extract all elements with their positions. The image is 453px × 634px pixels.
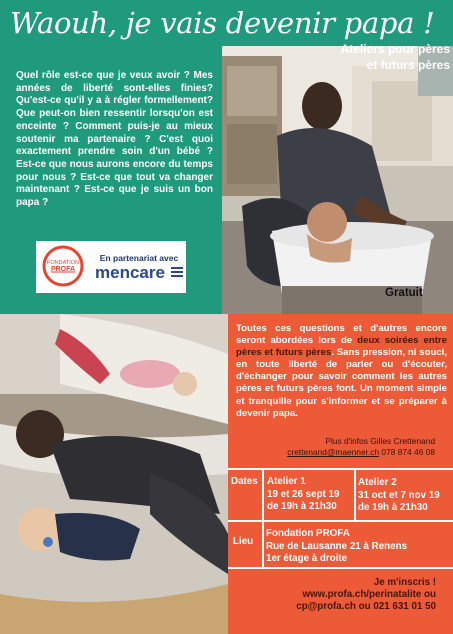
svg-text:FONDATION: FONDATION <box>47 260 79 266</box>
signup-info <box>266 577 436 614</box>
atelier-2-time: de 19h à 21h30 <box>358 502 428 514</box>
partner-label: En partenariat avec <box>99 253 179 263</box>
intro-questions: Quel rôle est-ce que je veux avoir ? Mes années de liberté sont-elles finies? Qu'est-ce qu'il y a à régler formellement? Que peut-on bien ressentir lorsqu'on est enceinte ? Comment puis-je au mieux soutenir ma partenaire ? C'est quoi exactement prendre soin d'un bébé ? Est-ce que nous aurons encore du temps pour nous ? Est-ce que tout va changer maintenant ? Est-ce que je suis un bon papa ? <box>16 70 213 209</box>
divider-middle <box>228 520 453 522</box>
svg-text:mencare: mencare <box>95 263 165 282</box>
divider-atelier <box>354 468 356 520</box>
page-title: Waouh, je vais devenir papa ! <box>10 6 435 40</box>
workshop-tagline <box>300 41 450 73</box>
atelier-2-title: Atelier 2 <box>358 477 397 488</box>
dates-label: Dates <box>231 476 258 487</box>
signup-website-link[interactable]: www.profa.ch/perinatalite <box>302 589 422 601</box>
signup-line-3 <box>266 601 436 613</box>
atelier-1-title: Atelier 1 <box>267 476 306 487</box>
price-label: Gratuit <box>385 287 423 299</box>
photo-father-bathing-baby <box>222 46 453 314</box>
signup-email-link[interactable]: cp@profa.ch <box>296 601 356 613</box>
atelier-2-dates: 31 oct et 7 nov 19 <box>358 489 440 501</box>
mencare-logo-icon <box>93 263 185 283</box>
signup-or-2: ou <box>355 601 374 613</box>
venue-floor: 1er étage à droite <box>266 553 348 565</box>
atelier-1 <box>267 476 351 514</box>
description-text <box>236 323 447 420</box>
atelier-1-time: de 19h à 21h30 <box>267 501 337 513</box>
svg-text:PROFA: PROFA <box>50 266 76 273</box>
location-label: Lieu <box>233 536 254 547</box>
venue-name: Fondation PROFA <box>266 528 350 539</box>
contact-info: Plus d'infos Gilles Crettenand <box>325 436 435 446</box>
divider-bottom <box>228 567 453 569</box>
tagline-line-2: et futurs pères <box>366 58 450 72</box>
signup-or-1: ou <box>421 589 436 601</box>
divider-vertical <box>262 468 264 568</box>
contact-details <box>236 447 435 457</box>
signup-heading: Je m'inscris ! <box>373 577 436 588</box>
profa-logo-icon <box>42 245 84 287</box>
venue-address: Rue de Lausanne 21 à Renens <box>266 540 408 552</box>
tagline-line-1: Ateliers pour pères <box>340 42 450 56</box>
signup-phone: 021 631 01 50 <box>373 601 436 613</box>
atelier-2 <box>358 477 450 515</box>
photo-father-with-children <box>0 314 228 634</box>
contact-phone: 078 874 46 08 <box>379 447 435 457</box>
signup-line-2 <box>266 589 436 601</box>
atelier-1-dates: 19 et 26 sept 19 <box>267 488 340 500</box>
description-part-2: . Sans pression, ni souci, en toute liberté de parler ou d'écouter, d'échanger pour savoir comment les autres pères et futurs pères font. Un moment simple et tranquille pour s'informer et se préparer à devenir papa. <box>236 347 447 419</box>
description-part-1: Toutes ces questions et d'autres encore seront abordées lors de <box>236 323 447 347</box>
contact-email-link[interactable]: crettenand@maenner.ch <box>287 447 380 457</box>
description-highlight: deux soirées entre pères et futurs pères <box>236 335 447 359</box>
venue <box>266 528 446 566</box>
